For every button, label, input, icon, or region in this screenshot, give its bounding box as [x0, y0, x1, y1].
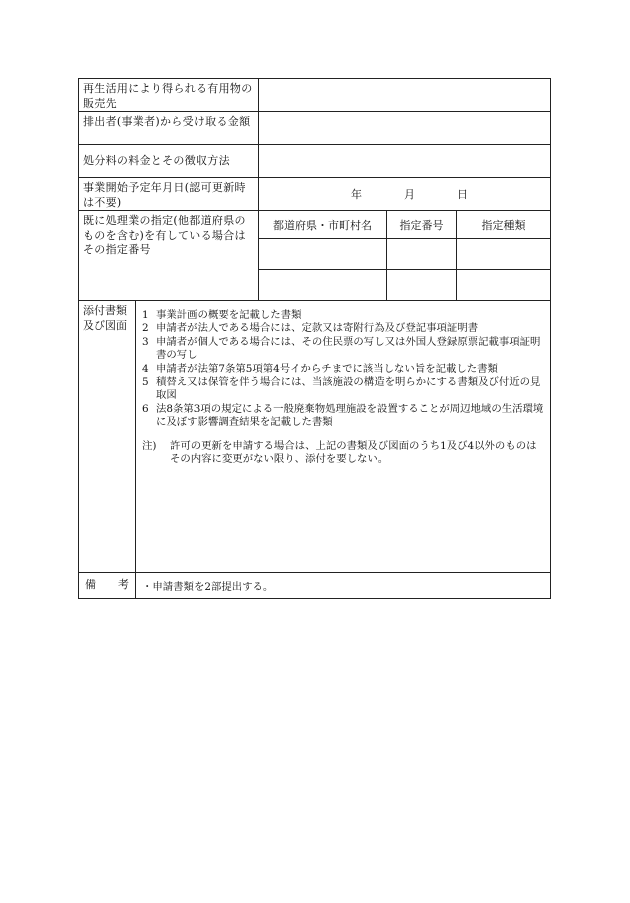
list-item: 1 事業計画の概要を記載した書類	[142, 309, 302, 321]
label-start-date: 事業開始予定年月日(認可更新時は不要)	[79, 178, 259, 210]
list-item: 2 申請者が法人である場合には、定款又は寄附行為及び登記事項証明書	[142, 322, 479, 335]
cell-prefecture-1[interactable]	[259, 239, 387, 270]
cell-number-1[interactable]	[387, 239, 457, 270]
label-existing-designation: 既に処理業の指定(他都道府県のものを含む)を有している場合はその指定番号	[79, 211, 259, 300]
row-start-date	[79, 178, 550, 211]
label-sales-destination: 再生活用により得られる有用物の販売先	[79, 79, 259, 111]
note-label: 注)	[142, 439, 157, 452]
list-item: 3 申請者が個人である場合には、その住民票の写し又は外国人登録原票記載事項証明書の写し	[142, 335, 541, 362]
renewal-note	[142, 440, 544, 467]
field-sales-destination[interactable]	[259, 79, 550, 111]
attachments-list	[136, 301, 550, 572]
row-remarks	[79, 573, 550, 598]
note-text: 許可の更新を申請する場合は、上記の書類及び図面のうち1及び4以外のものはその内容に変更がない限り、添付を要しない。	[170, 439, 537, 466]
cell-type-1[interactable]	[457, 239, 550, 270]
cell-type-2[interactable]	[457, 270, 550, 300]
list-item: 4 申請者が法第7条第5項第4号イからチまでに該当しない旨を記載した書類	[142, 362, 498, 375]
designation-table	[259, 211, 550, 300]
row-amount-received	[79, 112, 550, 145]
field-disposal-fee[interactable]	[259, 145, 550, 177]
label-attachments: 添付書類及び図面	[79, 301, 136, 572]
row-existing-designation	[79, 211, 550, 301]
cell-prefecture-2[interactable]	[259, 270, 387, 300]
field-start-date[interactable]	[259, 178, 550, 210]
field-amount-received[interactable]	[259, 112, 550, 144]
header-designation-type: 指定種類	[457, 211, 550, 239]
date-day-label: 日	[457, 188, 468, 201]
cell-number-2[interactable]	[387, 270, 457, 300]
label-disposal-fee: 処分料の料金とその徴収方法	[79, 145, 259, 177]
list-item: 5 積替え又は保管を伴う場合には、当該施設の構造を明らかにする書類及び付近の見取図	[142, 376, 541, 402]
header-prefecture-municipality: 都道府県・市町村名	[259, 211, 387, 239]
application-form-table	[78, 78, 551, 599]
date-month-label: 月	[404, 188, 415, 201]
header-designation-number: 指定番号	[387, 211, 457, 239]
remarks-text: ・申請書類を2部提出する。	[142, 581, 274, 593]
label-remarks: 備 考	[79, 573, 136, 598]
row-attachments	[79, 301, 550, 573]
row-sales-destination	[79, 79, 550, 112]
label-amount-received: 排出者(事業者)から受け取る金額	[79, 112, 259, 144]
row-disposal-fee	[79, 145, 550, 178]
date-year-label: 年	[351, 188, 362, 201]
list-item: 6 法8条第3項の規定による一般廃棄物処理施設を設置することが周辺地域の生活環境に及ぼす影響調査結果を記載した書類	[142, 402, 544, 429]
